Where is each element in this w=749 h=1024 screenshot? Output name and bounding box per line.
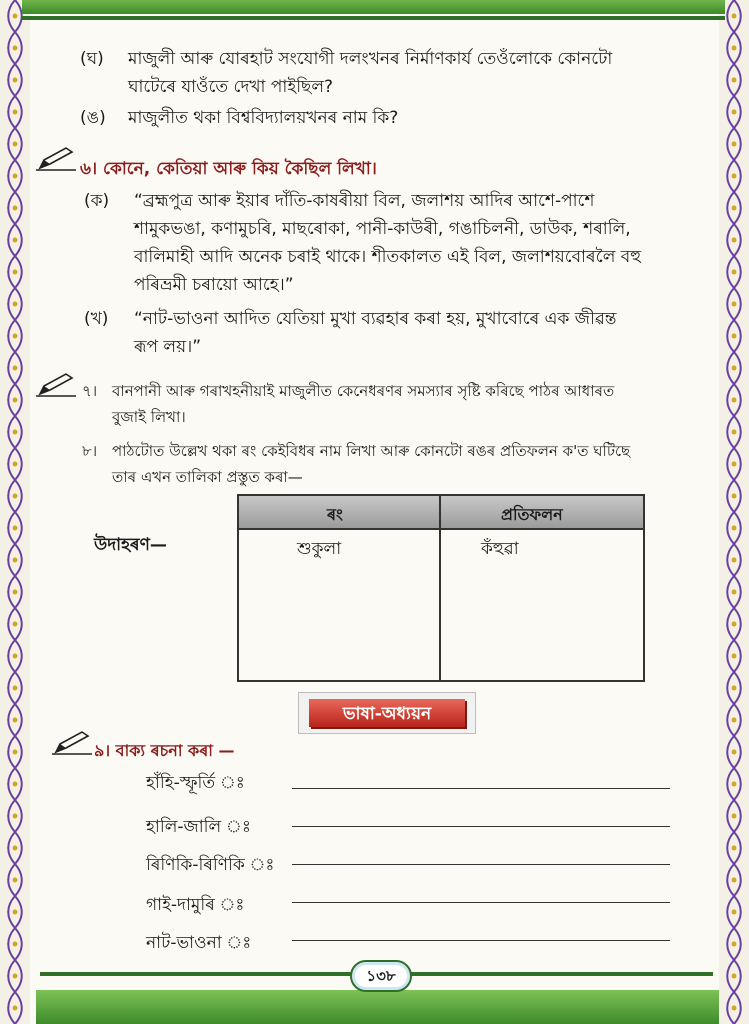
item-ka-line2: শামুকভঙা, কণামুচৰি, মাছৰোকা, পানী-কাউৰী, গঙাচিলনী, ডাউক, শৰালি, — [134, 219, 631, 239]
section-7-line1: বানপানী আৰু গৰাখহনীয়াই মাজুলীত কেনেধৰণৰ সমস্যাৰ সৃষ্টি কৰিছে পাঠৰ আধাৰত — [112, 382, 615, 400]
section-7-line2: বুজাই লিখা। — [112, 408, 186, 426]
example-label: উদাহৰণ— — [94, 535, 167, 555]
word-5: নাট-ভাওনা ঃ — [146, 933, 252, 953]
table-cell-color: শুকুলা — [297, 539, 342, 559]
table-column-divider — [439, 496, 441, 680]
section-9-heading: ৯। বাক্য ৰচনা কৰা — — [94, 741, 235, 760]
pencil-icon — [50, 730, 94, 756]
color-reflection-table — [237, 494, 645, 682]
answer-line-5[interactable] — [292, 940, 670, 941]
answer-line-4[interactable] — [292, 902, 670, 903]
right-border-pattern — [719, 0, 749, 1024]
language-study-banner — [298, 692, 476, 734]
table-header-row — [239, 496, 643, 530]
word-3: ৰিণিকি-ৰিণিকি ঃ — [146, 855, 275, 875]
item-kha-line1: “নাট-ভাওনা আদিত যেতিয়া মুখা ব্যৱহাৰ কৰা হয়, মুখাবোৰে এক জীৱন্ত — [134, 309, 617, 329]
section-8-number: ৮। — [82, 442, 98, 460]
table-header-reflection: প্ৰতিফলন — [501, 505, 563, 524]
item-ka-line1: “ব্ৰহ্মপুত্ৰ আৰু ইয়াৰ দাঁতি-কাষৰীয়া বিল, জলাশয় আদিৰ আশে-পাশে — [134, 191, 595, 211]
bottom-green-bar — [36, 990, 719, 1024]
section-8-line2: তাৰ এখন তালিকা প্ৰস্তুত কৰা— — [112, 468, 303, 486]
question-gha-marker: (ঘ) — [80, 49, 104, 69]
question-gha-line2: ঘাটেৰে যাওঁতে দেখা পাইছিল? — [128, 77, 334, 97]
section-8-line1: পাঠটোত উল্লেখ থকা ৰং কেইবিধৰ নাম লিখা আৰু কোনটো ৰঙৰ প্ৰতিফলন ক'ত ঘটিছে — [112, 442, 631, 460]
item-ka-line4: পৰিভ্ৰমী চৰায়ো আহে।” — [134, 275, 294, 295]
table-cell-reflection: কঁহুৱা — [481, 539, 519, 559]
question-nga-line1: মাজুলীত থকা বিশ্ববিদ্যালয়খনৰ নাম কি? — [128, 108, 399, 128]
answer-line-2[interactable] — [292, 826, 670, 827]
item-kha-marker: (খ) — [84, 309, 109, 329]
answer-line-3[interactable] — [292, 864, 670, 865]
section-6-heading: ৬। কোনে, কেতিয়া আৰু কিয় কৈছিল লিখা। — [80, 159, 377, 179]
word-1: হাঁহি-স্ফূৰ্তি ঃ — [146, 773, 245, 793]
answer-line-1[interactable] — [292, 788, 670, 789]
top-green-bar — [22, 0, 725, 14]
item-kha-line2: ৰূপ লয়।” — [134, 337, 202, 357]
top-divider-line — [22, 16, 725, 20]
question-nga-marker: (ঙ) — [80, 108, 106, 128]
word-4: গাই-দামুৰি ঃ — [146, 895, 245, 915]
item-ka-marker: (ক) — [84, 191, 110, 211]
pencil-icon — [34, 372, 78, 398]
question-gha-line1: মাজুলী আৰু যোৰহাট সংযোগী দলংখনৰ নিৰ্মাণকাৰ্য তেওঁলোকে কোনটো — [128, 49, 613, 69]
page-number: ১৩৮ — [350, 960, 412, 992]
left-border-pattern — [0, 0, 30, 1024]
banner-label: ভাষা-অধ্যয়ন — [309, 699, 465, 727]
item-ka-line3: বালিমাহী আদি অনেক চৰাই থাকে। শীতকালত এই বিল, জলাশয়বোৰলৈ বহু — [134, 247, 642, 267]
pencil-icon — [34, 146, 78, 172]
word-2: হালি-জালি ঃ — [146, 817, 251, 837]
table-header-color: ৰং — [327, 505, 343, 524]
section-7-number: ৭। — [82, 382, 98, 400]
